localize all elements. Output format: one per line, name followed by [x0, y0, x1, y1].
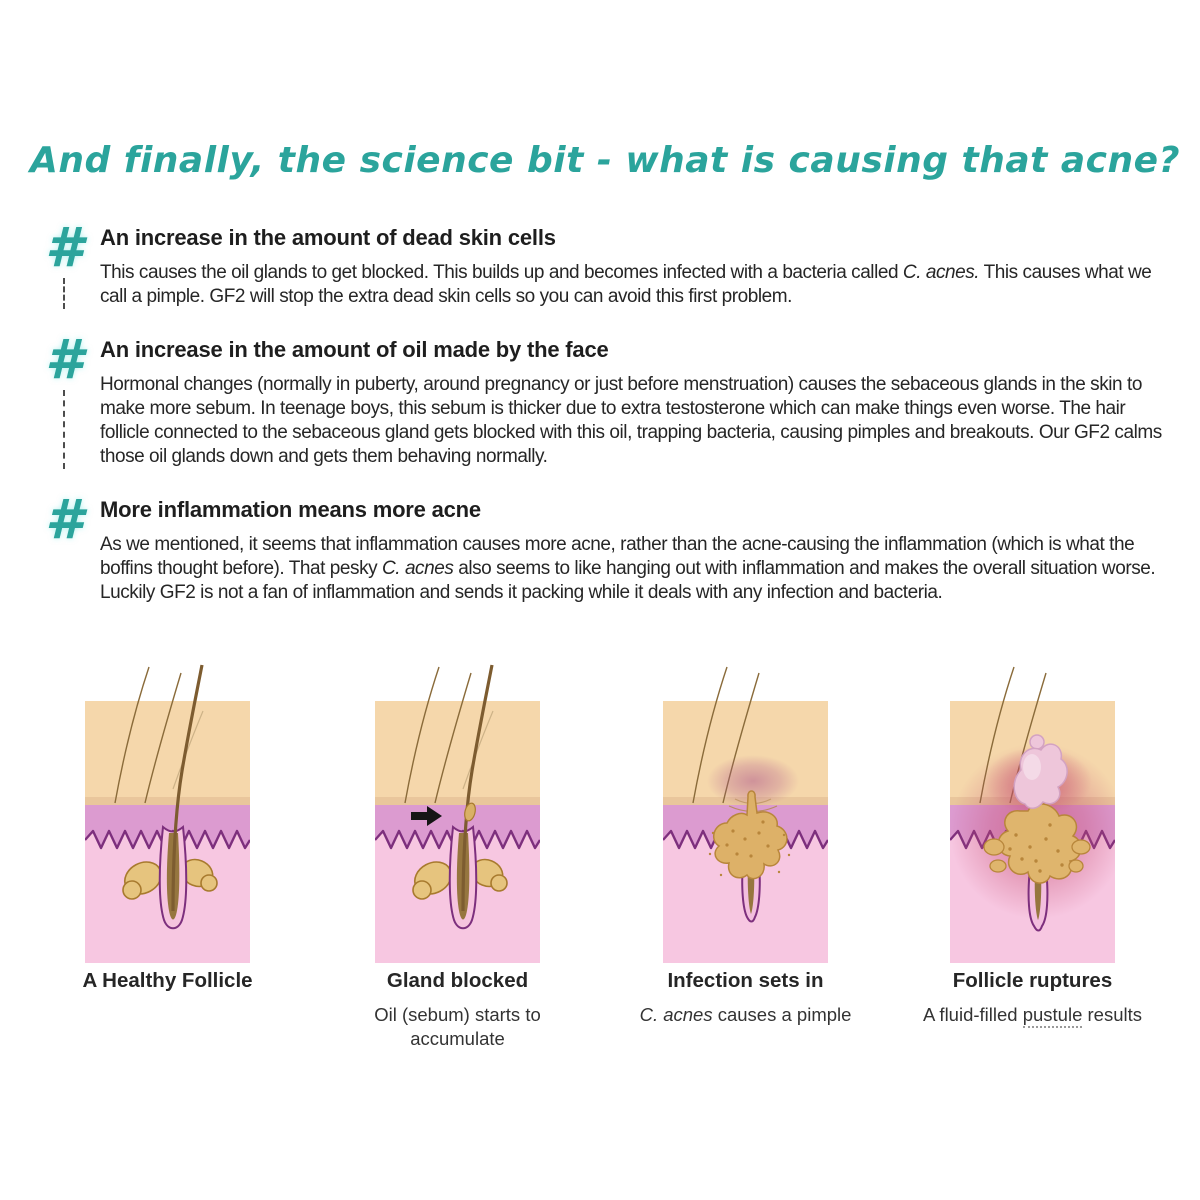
panel-title: Infection sets in: [667, 969, 824, 992]
panel-subtitle: A fluid-filled pustule results: [873, 1003, 1193, 1027]
hashtag-icon: #: [45, 216, 83, 279]
section-body: This causes the oil glands to get blocked. This builds up and becomes infected with a bacteria called C. acnes. This causes what we call a pimple. GF2 will stop the extra dead skin cells so you can avoid this first problem.: [100, 262, 1152, 307]
panel-subtitle: C. acnes causes a pimple: [639, 1004, 852, 1025]
section-heading: An increase in the amount of oil made by the face: [100, 337, 609, 362]
panel-gland-blocked: [374, 663, 541, 1050]
section-inflammation: [28, 488, 1178, 605]
section-dead-skin-cells: [28, 216, 1178, 309]
pustule-term: pustule: [1023, 1004, 1083, 1028]
illustration-rupture: [950, 663, 1115, 963]
section-body: As we mentioned, it seems that inflammation causes more acne, rather than the acne-causing the inflammation (which is what the boffins thought before). That pesky C. acnes also seems to like hanging out with inflammation and makes the overall situation worse. Luckily GF2 is not a fan of inflammation and sends it packing while it deals with any infection and bacteria.: [100, 534, 1156, 603]
illustration-infection: [663, 663, 828, 963]
panel-title: A Healthy Follicle: [82, 969, 253, 992]
science-sections: [28, 216, 1178, 630]
illustration-healthy-follicle: [85, 663, 250, 963]
hashtag-icon: #: [45, 488, 83, 551]
section-body: Hormonal changes (normally in puberty, around pregnancy or just before menstruation) causes the sebaceous glands in the skin to make more sebum. In teenage boys, this sebum is thicker due to extra testosterone which can make things even worse. The hair follicle connected to the sebaceous gland gets blocked with this oil, trapping bacteria, causing pimples and breakouts. Our GF2 calms those oil glands down and gets them behaving normally.: [100, 374, 1162, 467]
hashtag-icon: #: [45, 328, 83, 391]
panel-healthy-follicle: [82, 663, 253, 992]
page-title: And finally, the science bit - what is causing that acne?: [30, 140, 1180, 181]
section-heading: An increase in the amount of dead skin cells: [100, 225, 556, 250]
illustration-gland-blocked: [375, 663, 540, 963]
panel-subtitle: Oil (sebum) starts to accumulate: [374, 1004, 541, 1050]
section-oil-increase: [28, 328, 1178, 469]
section-heading: More inflammation means more acne: [100, 497, 481, 522]
bacteria-name: C. acnes: [639, 1004, 713, 1025]
follicle-stage-figures: [0, 663, 1200, 1183]
panel-title: Gland blocked: [386, 969, 529, 992]
panel-infection-sets-in: [639, 663, 852, 1025]
dashed-connector: [63, 390, 65, 469]
panel-follicle-ruptures: [922, 663, 1143, 1025]
dashed-connector: [63, 278, 65, 309]
bacteria-name: C. acnes.: [902, 262, 980, 283]
bacteria-name: C. acnes: [382, 558, 454, 579]
panel-title: Follicle ruptures: [952, 969, 1113, 992]
